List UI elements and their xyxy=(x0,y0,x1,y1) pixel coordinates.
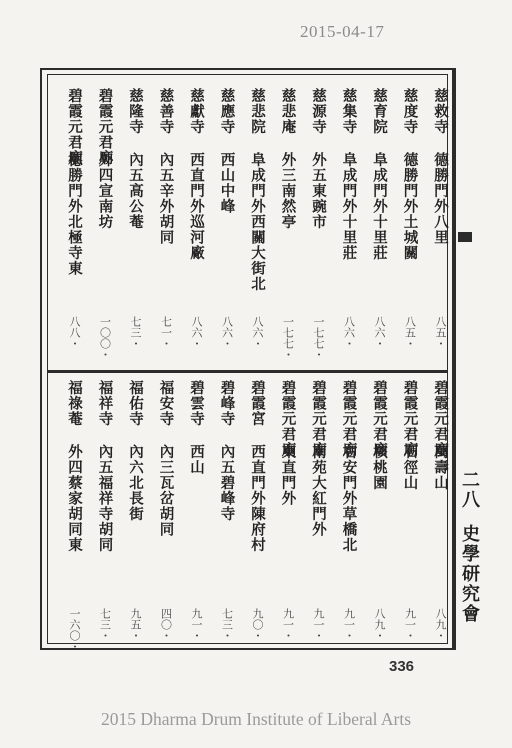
temple-name: 福佑寺 xyxy=(127,380,144,427)
temple-name: 碧霞元君廟 xyxy=(96,88,114,166)
page-reference: 八五・ xyxy=(403,316,417,349)
temple-location: 內三瓦岔胡同 xyxy=(157,444,175,537)
page-number: 336 xyxy=(389,658,415,675)
temple-name: 碧霞元君廟 xyxy=(432,380,449,458)
page-reference: 八九・ xyxy=(373,608,386,641)
temple-name: 慈源寺 xyxy=(310,88,327,135)
page-reference: 七三・ xyxy=(129,316,142,349)
temple-name: 慈育院 xyxy=(371,88,388,135)
journal-title: 史學研究會 xyxy=(459,524,480,624)
temple-location: 外三南然亭 xyxy=(279,152,297,230)
temple-name: 碧霞元君廟 xyxy=(340,380,358,458)
temple-location: 德勝門外北極寺東 xyxy=(66,152,83,276)
temple-location: 石徑山 xyxy=(401,444,419,491)
temple-location: 內六北長街 xyxy=(127,444,144,522)
temple-location: 外四蔡家胡同東 xyxy=(66,444,83,553)
temple-name: 慈善寺 xyxy=(157,88,175,135)
temple-location: 核桃園 xyxy=(371,444,388,491)
page-reference: 九一・ xyxy=(281,608,295,641)
page-reference: 八五・ xyxy=(434,316,447,349)
footer-credit: 2015 Dharma Drum Institute of Liberal Arts xyxy=(100,709,412,729)
page-reference: 八九・ xyxy=(434,608,447,641)
temple-name: 慈悲院 xyxy=(249,88,266,135)
page-reference: 一〇〇・ xyxy=(98,316,112,360)
temple-name: 慈應寺 xyxy=(218,88,236,135)
page-reference: 九一・ xyxy=(342,608,356,641)
temple-location: 西山 xyxy=(188,444,205,475)
temple-location: 西直門外巡河廠 xyxy=(188,152,205,261)
page-reference: 一六〇・ xyxy=(68,608,81,652)
temple-name: 碧峰寺 xyxy=(218,380,236,427)
page-reference: 一七七・ xyxy=(312,316,325,360)
temple-location: 內五碧峰寺 xyxy=(218,444,236,522)
temple-name: 碧霞元君廟 xyxy=(401,380,419,458)
temple-location: 外五東豌市 xyxy=(310,152,327,230)
temple-name: 碧霞元君廟 xyxy=(66,88,83,166)
temple-location: 南苑大紅門外 xyxy=(310,444,327,537)
page-reference: 八六・ xyxy=(220,316,234,349)
temple-name: 慈悲庵 xyxy=(279,88,297,135)
temple-location: 阜成門外西關大街北 xyxy=(249,152,266,292)
temple-name: 慈獻寺 xyxy=(188,88,205,135)
temple-name: 碧霞元君廟 xyxy=(310,380,327,458)
page-reference: 九五・ xyxy=(129,608,142,641)
temple-location: 東直門外 xyxy=(279,444,297,506)
temple-name: 慈隆寺 xyxy=(127,88,144,135)
page-reference: 八六・ xyxy=(342,316,356,349)
page-reference: 四〇・ xyxy=(159,608,173,641)
page-reference: 八六・ xyxy=(190,316,203,349)
temple-location: 內五辛外胡同 xyxy=(157,152,175,245)
middle-divider xyxy=(47,370,448,373)
temple-location: 阜成門外十里莊 xyxy=(340,152,358,261)
page-reference: 九一・ xyxy=(190,608,203,641)
temple-name: 福祥寺 xyxy=(96,380,114,427)
page-reference: 八六・ xyxy=(373,316,386,349)
temple-name: 碧雲寺 xyxy=(188,380,205,427)
temple-name: 慈救寺 xyxy=(432,88,449,135)
temple-name: 慈集寺 xyxy=(340,88,358,135)
page-reference: 八六・ xyxy=(251,316,264,349)
page-reference: 九〇・ xyxy=(251,608,264,641)
temple-location: 西山中峰 xyxy=(218,152,236,214)
temple-location: 右安門外草橋北 xyxy=(340,444,358,553)
temple-name: 碧霞元君廟 xyxy=(371,380,388,458)
page-reference: 九一・ xyxy=(403,608,417,641)
temple-location: 萬壽山 xyxy=(432,444,449,491)
temple-name: 慈度寺 xyxy=(401,88,419,135)
temple-location: 內五福祥寺胡同 xyxy=(96,444,114,553)
page-reference: 八八・ xyxy=(68,316,81,349)
running-header xyxy=(456,470,482,624)
temple-location: 德勝門外八里 xyxy=(432,152,449,245)
temple-name: 碧霞元君廟 xyxy=(279,380,297,458)
temple-location: 內五高公菴 xyxy=(127,152,144,230)
page-reference: 七三・ xyxy=(220,608,234,641)
page-reference: 九一・ xyxy=(312,608,325,641)
margin-tab-mark xyxy=(458,232,472,242)
watermark-date: 2015-04-17 xyxy=(300,22,385,41)
temple-location: 德勝門外土城關 xyxy=(401,152,419,261)
temple-location: 外四宣南坊 xyxy=(96,152,114,230)
page-reference: 一七七・ xyxy=(281,316,295,360)
page-label: 二八 xyxy=(459,470,480,510)
temple-name: 福安寺 xyxy=(157,380,175,427)
page-reference: 七一・ xyxy=(159,316,173,349)
page-reference: 七三・ xyxy=(98,608,112,641)
temple-name: 福祿菴 xyxy=(66,380,83,427)
temple-name: 碧霞宮 xyxy=(249,380,266,427)
temple-location: 阜成門外十里莊 xyxy=(371,152,388,261)
temple-location: 西直門外陳府村 xyxy=(249,444,266,553)
